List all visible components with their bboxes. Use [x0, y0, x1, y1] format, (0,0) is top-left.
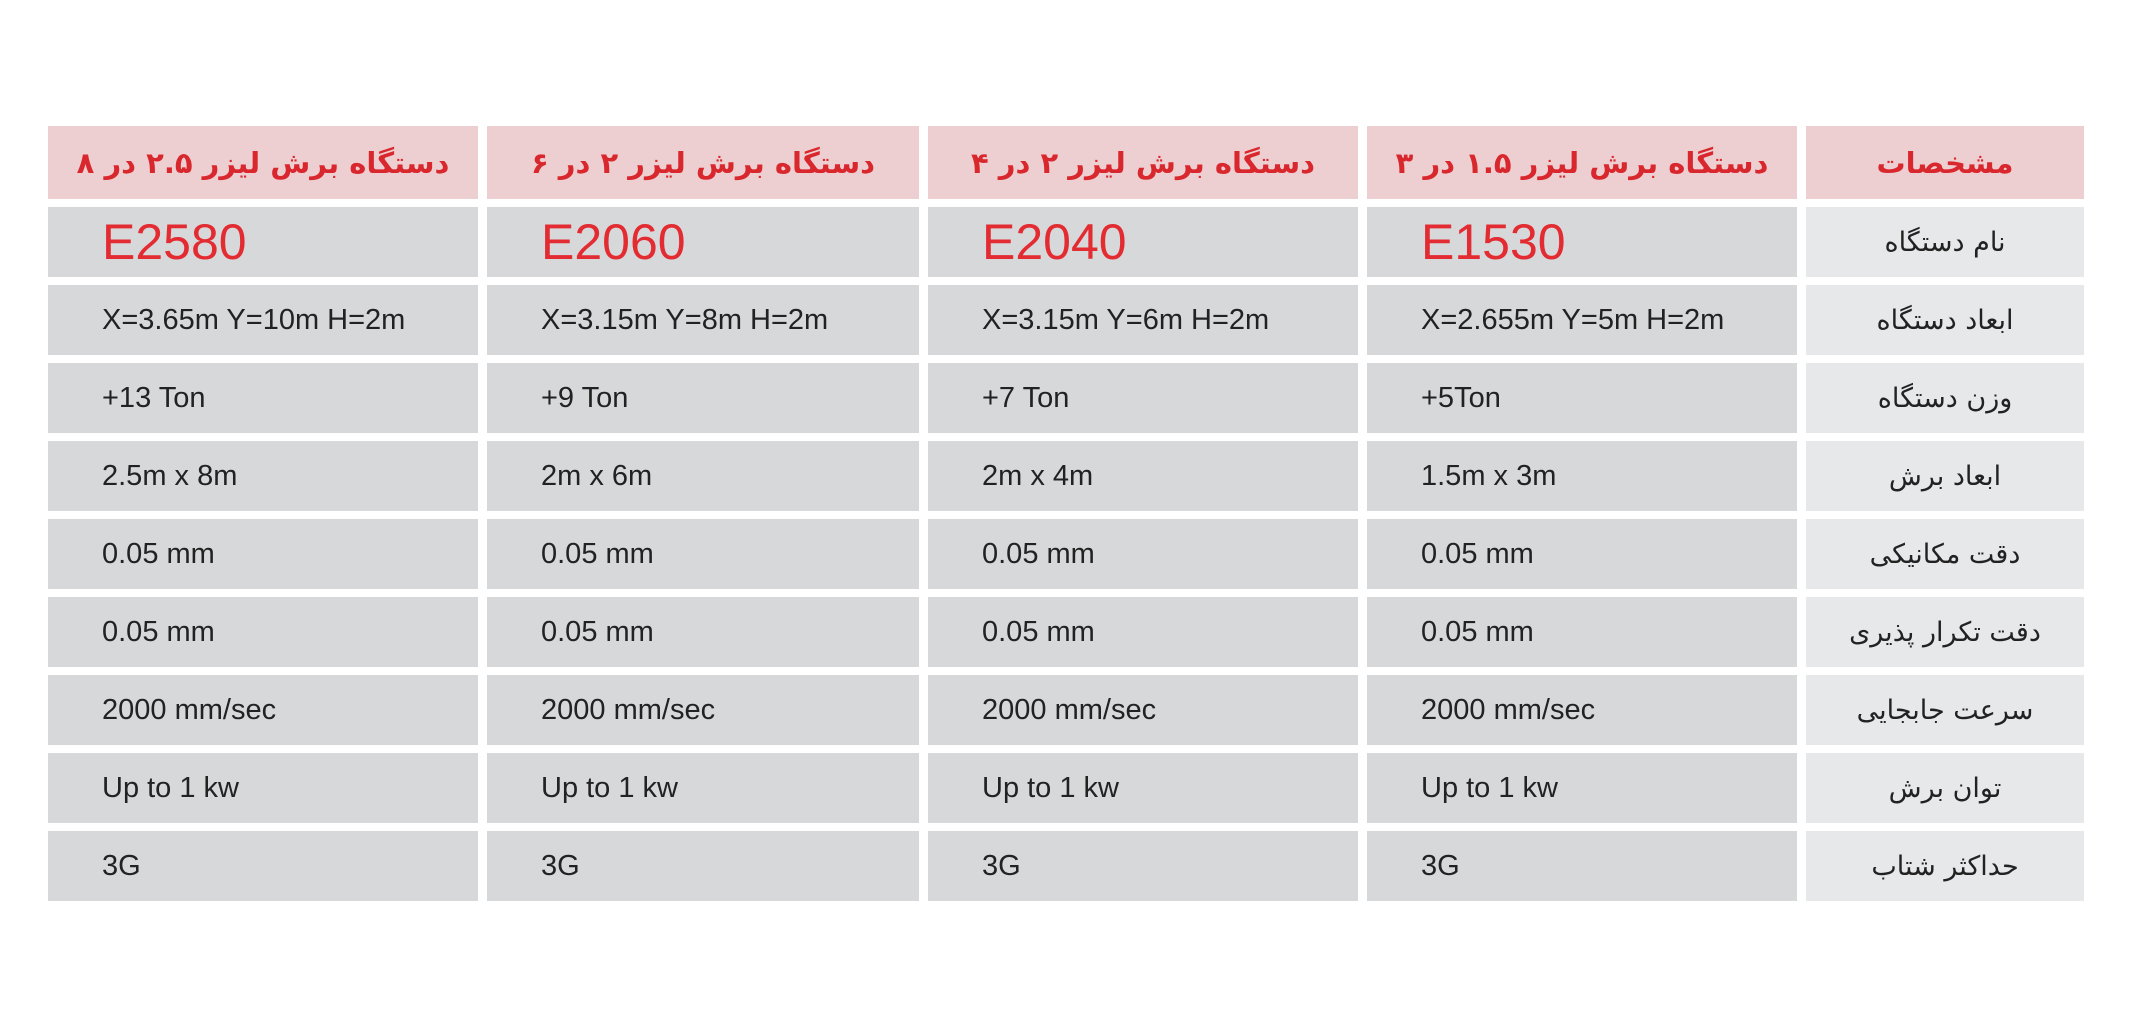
table-cell: 0.05 mm [1367, 597, 1797, 667]
table-cell: 2000 mm/sec [1367, 675, 1797, 745]
header-model-e2040: دستگاه برش لیزر ۲ در ۴ [928, 126, 1358, 199]
row-label: ابعاد برش [1806, 441, 2084, 511]
row-label: دقت مکانیکی [1806, 519, 2084, 589]
table-cell: 0.05 mm [48, 519, 478, 589]
table-cell: 0.05 mm [487, 519, 919, 589]
table-cell: 2000 mm/sec [48, 675, 478, 745]
table-cell: Up to 1 kw [1367, 753, 1797, 823]
table-cell: Up to 1 kw [48, 753, 478, 823]
table-cell: Up to 1 kw [928, 753, 1358, 823]
table-cell: 3G [928, 831, 1358, 901]
table-cell: +9 Ton [487, 363, 919, 433]
table-cell: 2000 mm/sec [487, 675, 919, 745]
row-label: توان برش [1806, 753, 2084, 823]
table-cell: +13 Ton [48, 363, 478, 433]
table-cell: X=3.65m Y=10m H=2m [48, 285, 478, 355]
table-cell: 3G [487, 831, 919, 901]
table-cell: E2060 [487, 207, 919, 277]
row-label: ابعاد دستگاه [1806, 285, 2084, 355]
table-cell: X=3.15m Y=6m H=2m [928, 285, 1358, 355]
table-cell: 1.5m x 3m [1367, 441, 1797, 511]
table-cell: +7 Ton [928, 363, 1358, 433]
table-cell: E1530 [1367, 207, 1797, 277]
table-cell: 3G [48, 831, 478, 901]
table-cell: +5Ton [1367, 363, 1797, 433]
table-cell: 2m x 6m [487, 441, 919, 511]
table-cell: 2.5m x 8m [48, 441, 478, 511]
table-cell: 2m x 4m [928, 441, 1358, 511]
table-cell: 3G [1367, 831, 1797, 901]
spec-table [48, 126, 2080, 901]
header-model-e2580: دستگاه برش لیزر ۲.۵ در ۸ [48, 126, 478, 199]
table-cell: X=3.15m Y=8m H=2m [487, 285, 919, 355]
table-cell: Up to 1 kw [487, 753, 919, 823]
row-label: دقت تکرار پذیری [1806, 597, 2084, 667]
table-cell: 0.05 mm [48, 597, 478, 667]
row-label: حداکثر شتاب [1806, 831, 2084, 901]
row-label: سرعت جابجایی [1806, 675, 2084, 745]
table-cell: E2580 [48, 207, 478, 277]
header-model-e2060: دستگاه برش لیزر ۲ در ۶ [487, 126, 919, 199]
header-model-e1530: دستگاه برش لیزر ۱.۵ در ۳ [1367, 126, 1797, 199]
table-cell: X=2.655m Y=5m H=2m [1367, 285, 1797, 355]
table-cell: 2000 mm/sec [928, 675, 1358, 745]
table-cell: 0.05 mm [487, 597, 919, 667]
header-specs: مشخصات [1806, 126, 2084, 199]
table-cell: 0.05 mm [1367, 519, 1797, 589]
row-label: وزن دستگاه [1806, 363, 2084, 433]
row-label: نام دستگاه [1806, 207, 2084, 277]
table-cell: 0.05 mm [928, 597, 1358, 667]
table-cell: 0.05 mm [928, 519, 1358, 589]
table-cell: E2040 [928, 207, 1358, 277]
